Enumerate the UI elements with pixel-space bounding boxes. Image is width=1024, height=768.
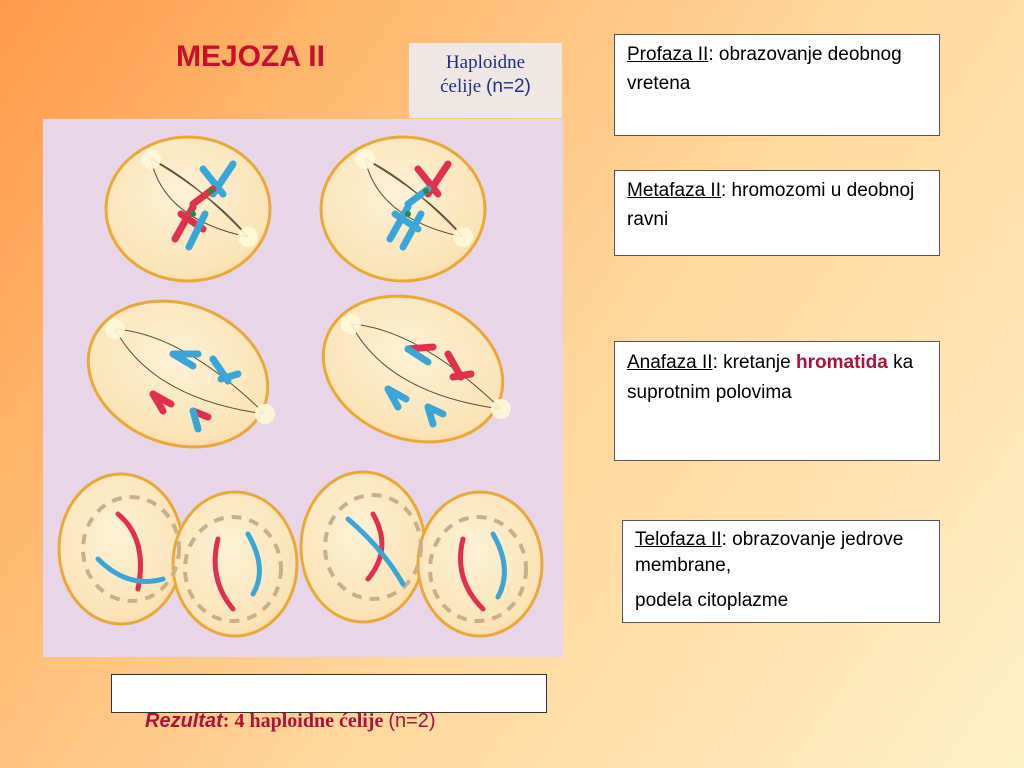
page-title: MEJOZA II — [176, 40, 325, 73]
result-label: Rezultat — [145, 710, 223, 732]
anaphase-ii-title: Anafaza II — [627, 352, 713, 373]
meiosis-diagram-svg — [43, 119, 563, 657]
anaphase-ii-box — [614, 341, 940, 461]
haploid-n: (n=2) — [486, 75, 531, 97]
metaphase-cell-left — [106, 137, 270, 281]
result-n: (n=2) — [388, 710, 436, 732]
anaphase-ii-text2: ka suprotnim polovima — [627, 352, 914, 404]
metaphase-cell-right — [321, 137, 485, 281]
metaphase-ii-text: : hromozomi u deobnoj ravni — [627, 180, 915, 230]
anaphase-ii-text1: : kretanje — [712, 352, 796, 373]
haploid-line2-row — [409, 75, 562, 99]
anaphase-ii-highlight: hromatida — [796, 352, 888, 373]
meiosis-illustration — [43, 119, 563, 657]
metaphase-ii-title: Metafaza II — [627, 180, 721, 201]
haploid-line1: Haploidne — [445, 52, 526, 73]
result-line — [145, 710, 436, 733]
result-text: : 4 haploidne ćelije — [222, 710, 389, 732]
anaphase-cell-right — [303, 272, 524, 466]
haploid-cells-label — [409, 43, 562, 118]
telophase-ii-title: Telofaza II — [635, 529, 722, 550]
prophase-ii-title: Profaza II — [627, 44, 709, 65]
telophase-ii-text1: : obrazovanje jedrove membrane, — [635, 529, 904, 576]
prophase-ii-box — [614, 34, 940, 136]
telophase-cell-right — [301, 472, 542, 636]
telophase-ii-box — [622, 520, 940, 623]
haploid-line2: ćelije — [440, 75, 482, 97]
anaphase-cell-left — [68, 277, 289, 471]
telophase-cell-left — [59, 474, 297, 636]
prophase-ii-text: : obrazovanje deobnog vretena — [627, 44, 902, 94]
telophase-ii-text2: podela citoplazme — [635, 590, 789, 612]
result-box — [111, 674, 547, 713]
metaphase-ii-box — [614, 170, 940, 256]
